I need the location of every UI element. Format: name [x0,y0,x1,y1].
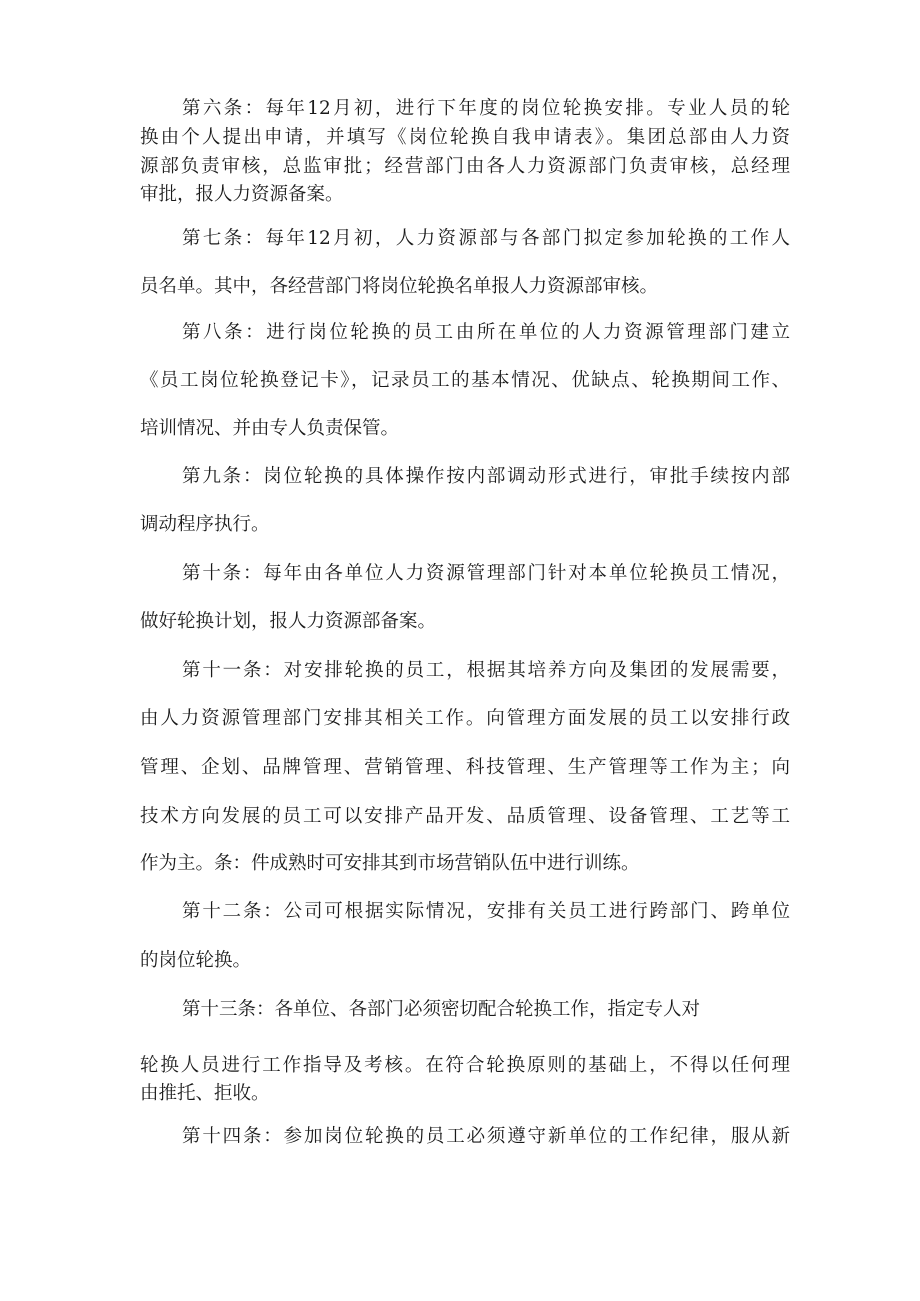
text-line: 轮换人员进行工作指导及考核。在符合轮换原则的基础上，不得以任何理 [140,1055,790,1076]
text-line: 《员工岗位轮换登记卡》，记录员工的基本情况、优缺点、轮换期间工作、 [140,370,790,391]
text-line: 培训情况、并由专人负责保管。 [140,418,400,439]
text-line: 源部负责审核，总监审批；经营部门由各人力资源部门负责审核，总经理 [140,156,790,177]
text-line: 审批，报人力资源备案。 [140,184,344,205]
text-line: 的岗位轮换。 [140,950,252,971]
text-line: 第十一条：对安排轮换的员工，根据其培养方向及集团的发展需要， [182,660,790,681]
text-line: 技术方向发展的员工可以安排产品开发、品质管理、设备管理、工艺等工 [140,806,790,827]
text-line: 作为主。条：件成熟时可安排其到市场营销队伍中进行训练。 [140,853,640,874]
text-line: 第七条：每年12月初，人力资源部与各部门拟定参加轮换的工作人 [182,228,790,249]
text-line: 由推托、拒收。 [140,1083,270,1104]
text-line: 第八条：进行岗位轮换的员工由所在单位的人力资源管理部门建立 [182,322,790,343]
text-line: 第六条：每年12月初，进行下年度的岗位轮换安排。专业人员的轮 [182,98,790,119]
text-line: 第十四条：参加岗位轮换的员工必须遵守新单位的工作纪律，服从新 [182,1126,790,1147]
text-line: 第十二条：公司可根据实际情况，安排有关员工进行跨部门、跨单位 [182,901,790,922]
text-line: 调动程序执行。 [140,514,270,535]
text-line: 做好轮换计划，报人力资源部备案。 [140,611,437,632]
text-line: 第十条：每年由各单位人力资源管理部门针对本单位轮换员工情况， [182,563,790,584]
text-line: 第九条：岗位轮换的具体操作按内部调动形式进行，审批手续按内部 [182,466,790,487]
text-line: 管理、企划、品牌管理、营销管理、科技管理、生产管理等工作为主；向 [140,757,790,778]
text-line: 员名单。其中，各经营部门将岗位轮换名单报人力资源部审核。 [140,276,659,297]
text-line: 第十三条：各单位、各部门必须密切配合轮换工作，指定专人对 [182,999,701,1020]
text-line: 换由个人提出申请，并填写《岗位轮换自我申请表》。集团总部由人力资 [140,127,790,148]
text-line: 由人力资源管理部门安排其相关工作。向管理方面发展的员工以安排行政 [140,708,790,729]
